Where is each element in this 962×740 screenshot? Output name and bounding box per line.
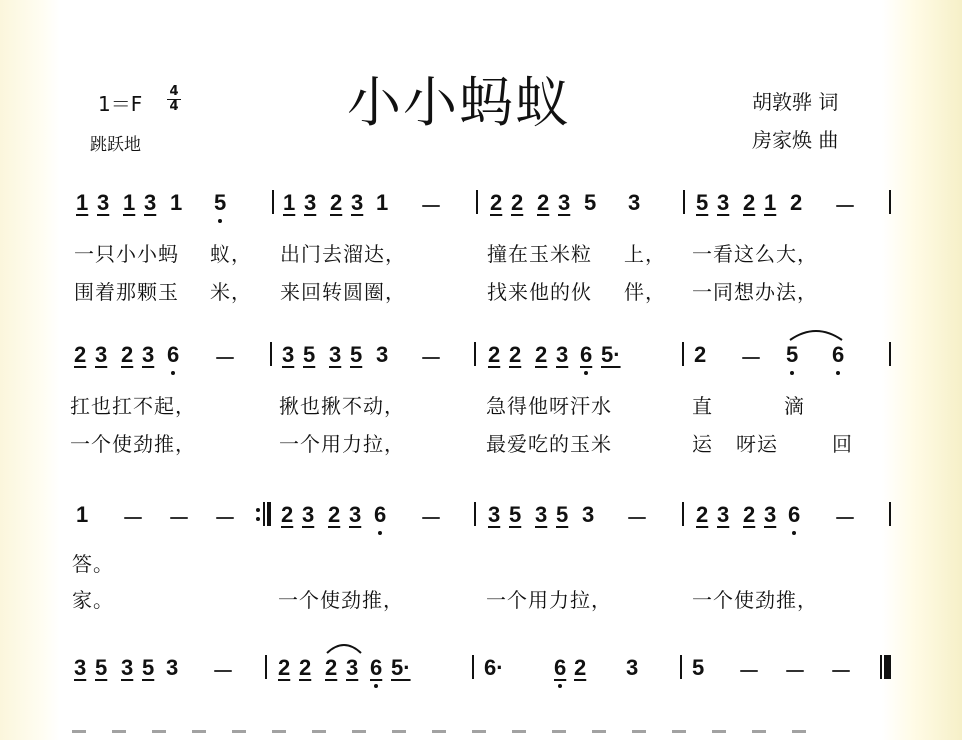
note: 1 [283, 190, 296, 215]
dash: － [784, 659, 807, 684]
note: 1 [76, 502, 89, 527]
lyric: 找来他的伙 [487, 280, 592, 304]
note: 3 [628, 190, 641, 215]
note: 2 [743, 502, 756, 527]
note-low-octave: 6 [370, 655, 382, 681]
lyric: 撞在玉米粒 [487, 242, 592, 266]
note: 5 [584, 190, 597, 215]
bar-line [472, 655, 474, 679]
tempo-marking: 跳跃地 [90, 135, 141, 155]
note: 3 [144, 190, 157, 215]
score-row-3 [0, 502, 962, 532]
lyric: 回 [832, 432, 853, 456]
dash: － [214, 506, 237, 531]
note: 5 [95, 655, 108, 680]
note: 1 [123, 190, 136, 215]
note: 3 [142, 342, 155, 367]
note: 2 [278, 655, 291, 680]
note: 5 [142, 655, 155, 680]
cropped-lyric-line [72, 730, 812, 740]
dash: － [122, 506, 145, 531]
bar-line [270, 342, 272, 366]
lyric: 围着那颗玉 [74, 280, 179, 304]
note: 2 [121, 342, 134, 367]
note: 3 [351, 190, 364, 215]
note-low-octave: 6 [580, 342, 592, 368]
note-low-octave: 6 [167, 342, 179, 368]
bar-line [474, 342, 476, 366]
note: 2 [511, 190, 524, 215]
note: 3 [282, 342, 295, 367]
dash: － [740, 346, 763, 371]
note: 2 [509, 342, 522, 367]
note: 3 [346, 655, 359, 680]
note: 5 [696, 190, 709, 215]
note: 2 [535, 342, 548, 367]
note: 3 [349, 502, 362, 527]
dash: － [420, 194, 443, 219]
lyric: 米， [210, 280, 252, 304]
note: 3 [302, 502, 315, 527]
lyric: 最爱吃的玉米 [486, 432, 612, 456]
note: 2 [325, 655, 338, 680]
note: 3 [166, 655, 179, 680]
note-low-octave: 6 [832, 342, 844, 368]
composer-credit: 房家焕 曲 [752, 128, 839, 152]
lyric: 上， [624, 242, 666, 266]
lyric: 一个使劲推， [278, 588, 404, 612]
tie-slur [324, 640, 364, 656]
note: 3 [764, 502, 777, 527]
bar-line [272, 190, 274, 214]
lyric: 一个使劲推， [692, 588, 818, 612]
note: 1 [376, 190, 389, 215]
lyric: 出门去溜达， [280, 242, 406, 266]
dash: － [626, 506, 649, 531]
bar-line [682, 502, 684, 526]
note: 2 [696, 502, 709, 527]
dash: － [420, 346, 443, 371]
dash: － [738, 659, 761, 684]
bar-line [683, 190, 685, 214]
tie-slur [786, 326, 846, 344]
lyric: 扛也扛不起， [70, 394, 196, 418]
note: 3 [74, 655, 87, 680]
note: 5 [556, 502, 569, 527]
lyric: 揪也揪不动， [279, 394, 405, 418]
dash: － [212, 659, 235, 684]
lyric: 伴， [624, 280, 666, 304]
lyric: 一只小小蚂 [74, 242, 179, 266]
note: 1 [170, 190, 183, 215]
lyric: 一个用力拉， [279, 432, 405, 456]
page-title: 小小蚂蚁 [347, 71, 571, 134]
lyric: 运 [692, 432, 713, 456]
time-signature [167, 86, 181, 113]
note: 2 [330, 190, 343, 215]
bar-line [889, 342, 891, 366]
score-row-1 [0, 190, 962, 220]
lyric: 急得他呀汗水 [486, 394, 612, 418]
key-label: 1＝F [98, 92, 143, 116]
dash: － [830, 659, 853, 684]
bar-line [889, 502, 891, 526]
dash: － [420, 506, 443, 531]
lyric: 一个使劲推， [70, 432, 196, 456]
note: 3 [329, 342, 342, 367]
note: 3 [376, 342, 389, 367]
dash: － [214, 346, 237, 371]
score-row-2 [0, 342, 962, 372]
lyric: 一同想办法， [692, 280, 818, 304]
dash: － [168, 506, 191, 531]
lyric: 蚁， [210, 242, 252, 266]
bar-line [476, 190, 478, 214]
dash: － [834, 506, 857, 531]
note: 3 [717, 190, 730, 215]
note: 3 [582, 502, 595, 527]
lyric: 一个用力拉， [486, 588, 612, 612]
note-low-octave: 5 [214, 190, 226, 216]
note: 2 [574, 655, 587, 680]
key-signature [98, 88, 142, 117]
bar-line [680, 655, 682, 679]
note-low-octave-dotted: 5· [601, 342, 621, 367]
lyric: 呀运 [736, 432, 778, 456]
note: 5 [303, 342, 316, 367]
note: 3 [97, 190, 110, 215]
note-low-octave: 6 [554, 655, 566, 681]
note: 3 [558, 190, 571, 215]
note: 2 [74, 342, 87, 367]
note: 2 [488, 342, 501, 367]
lyric: 直 [692, 394, 713, 418]
note: 3 [121, 655, 134, 680]
note: 3 [95, 342, 108, 367]
bar-line [265, 655, 267, 679]
note: 2 [743, 190, 756, 215]
note-low-octave: 6 [788, 502, 800, 528]
note: 3 [488, 502, 501, 527]
bar-line [474, 502, 476, 526]
time-bottom: 4 [169, 99, 179, 114]
note-low-octave: 6 [374, 502, 386, 528]
lyric: 滴 [784, 394, 805, 418]
note: 2 [328, 502, 341, 527]
note: 5 [350, 342, 363, 367]
note: 3 [535, 502, 548, 527]
bar-line [682, 342, 684, 366]
lyricist-credit: 胡敦骅 词 [752, 90, 839, 114]
dash: － [834, 194, 857, 219]
note: 5 [509, 502, 522, 527]
note: 2 [281, 502, 294, 527]
note: 5 [692, 655, 705, 680]
note: 3 [556, 342, 569, 367]
note: 3 [304, 190, 317, 215]
note: 3 [626, 655, 639, 680]
note-low-octave: 5 [786, 342, 798, 368]
lyric: 一看这么大， [692, 242, 818, 266]
lyric: 答。 [72, 552, 114, 576]
bar-line [889, 190, 891, 214]
note: 2 [490, 190, 503, 215]
note: 3 [717, 502, 730, 527]
note: 2 [299, 655, 312, 680]
note: 1 [76, 190, 89, 215]
note-low-octave-dotted: 6· [484, 655, 504, 680]
note: 2 [537, 190, 550, 215]
time-top: 4 [169, 84, 179, 99]
note: 2 [694, 342, 707, 367]
lyric: 家。 [72, 588, 114, 612]
note: 1 [764, 190, 777, 215]
score-row-4 [0, 655, 962, 685]
note: 2 [790, 190, 803, 215]
note-dotted: 5· [391, 655, 411, 680]
lyric: 来回转圆圈， [280, 280, 406, 304]
